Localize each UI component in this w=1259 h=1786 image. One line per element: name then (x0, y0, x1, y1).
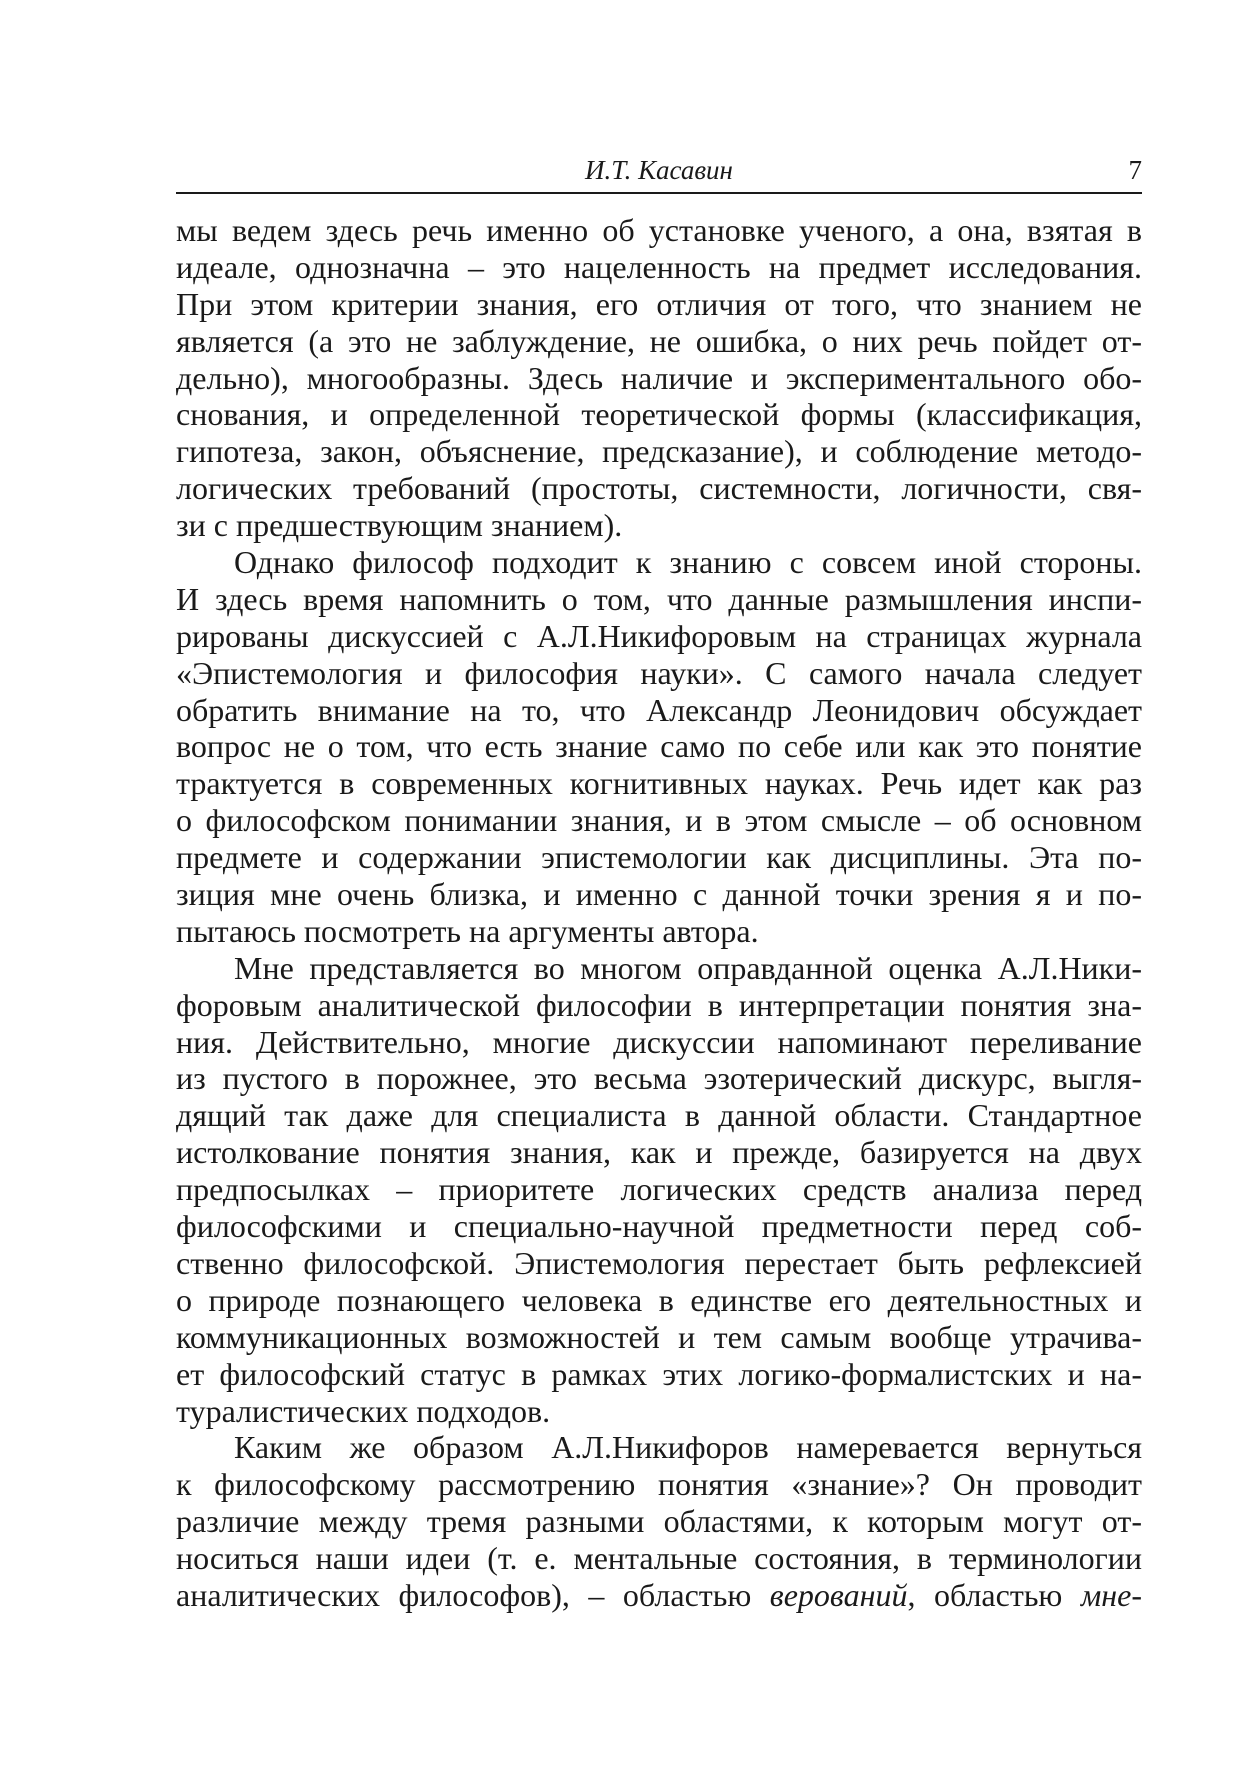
text-line: ственно философской. Эпистемология перестает быть рефлексией (176, 1244, 1142, 1281)
paragraph-1 (176, 212, 1142, 544)
text-line: трактуется в современных когнитивных науках. Речь идет как раз (176, 765, 1142, 802)
paragraph-4 (176, 1429, 1142, 1613)
text-run: , областью (907, 1576, 1081, 1613)
text-line: Однако философ подходит к знанию с совсем иной стороны. (234, 544, 1142, 581)
text-line: зиция мне очень близка, и именно с данной точки зрения я и по- (176, 876, 1142, 913)
text-line: ния. Действительно, многие дискуссии напоминают переливание (176, 1023, 1142, 1060)
text-line: логических требований (простоты, системности, логичности, свя- (176, 470, 1142, 507)
italic-term-opinions: мне- (1080, 1576, 1143, 1613)
text-line: зи с предшествующим знанием). (176, 507, 623, 544)
italic-term-beliefs: верований (769, 1576, 908, 1613)
text-line: предпосылках – приоритете логических средств анализа перед (176, 1171, 1142, 1208)
text-line: ет философский статус в рамках этих логико-формалистских и на- (176, 1355, 1142, 1392)
text-line: туралистических подходов. (176, 1392, 551, 1429)
text-line: форовым аналитической философии в интерпретации понятия зна- (176, 986, 1142, 1023)
text-line: дельно), многообразны. Здесь наличие и экспериментального обо- (176, 359, 1142, 396)
text-line: о философском понимании знания, и в этом смысле – об основном (176, 802, 1142, 839)
text-run: аналитических философов), – областью (176, 1576, 770, 1613)
text-line: гипотеза, закон, объяснение, предсказание), и соблюдение методо- (176, 433, 1142, 470)
text-line: философскими и специально-научной предметности перед соб- (176, 1208, 1142, 1245)
text-line: о природе познающего человека в единстве его деятельностных и (176, 1281, 1142, 1318)
text-line: является (а это не заблуждение, не ошибка, о них речь пойдет от- (176, 322, 1142, 359)
text-line: носиться наши идеи (т. е. ментальные состояния, в терминологии (176, 1540, 1142, 1577)
running-title: И.Т. Касавин (585, 155, 733, 185)
text-line: снования, и определенной теоретической формы (классификация, (176, 396, 1142, 433)
text-line-final (176, 1577, 1142, 1614)
text-line: При этом критерии знания, его отличия от того, что знанием не (176, 285, 1142, 322)
paragraph-2 (176, 544, 1142, 950)
text-line: коммуникационных возможностей и тем самым вообще утрачива- (176, 1318, 1142, 1355)
text-line: вопрос не о том, что есть знание само по себе или как это понятие (176, 728, 1142, 765)
text-line: идеале, однозначна – это нацеленность на предмет исследования. (176, 248, 1142, 285)
text-line: предмете и содержании эпистемологии как дисциплины. Эта по- (176, 839, 1142, 876)
text-line: Мне представляется во многом оправданной оценка А.Л.Ники- (234, 949, 1142, 986)
text-line: различие между тремя разными областями, к которым могут от- (176, 1503, 1142, 1540)
text-line: обратить внимание на то, что Александр Леонидович обсуждает (176, 691, 1142, 728)
text-line: Каким же образом А.Л.Никифоров намеревается вернуться (234, 1429, 1142, 1466)
text-line: мы ведем здесь речь именно об установке ученого, а она, взятая в (176, 212, 1142, 248)
paragraph-3 (176, 950, 1142, 1430)
page-number: 7 (1128, 155, 1142, 185)
text-line: И здесь время напомнить о том, что данные размышления инспи- (176, 580, 1142, 617)
text-line: пытаюсь посмотреть на аргументы автора. (176, 912, 759, 949)
text-line: дящий так даже для специалиста в данной области. Стандартное (176, 1097, 1142, 1134)
text-line: из пустого в порожнее, это весьма эзотерический дискурс, выгля- (176, 1060, 1142, 1097)
text-line: к философскому рассмотрению понятия «знание»? Он проводит (176, 1466, 1142, 1503)
text-line: истолкование понятия знания, как и прежде, базируется на двух (176, 1134, 1142, 1171)
text-line: «Эпистемология и философия науки». С самого начала следует (176, 654, 1142, 691)
text-line: рированы дискуссией с А.Л.Никифоровым на страницах журнала (176, 617, 1142, 654)
page-header (176, 150, 1142, 194)
body-text (176, 212, 1142, 1614)
